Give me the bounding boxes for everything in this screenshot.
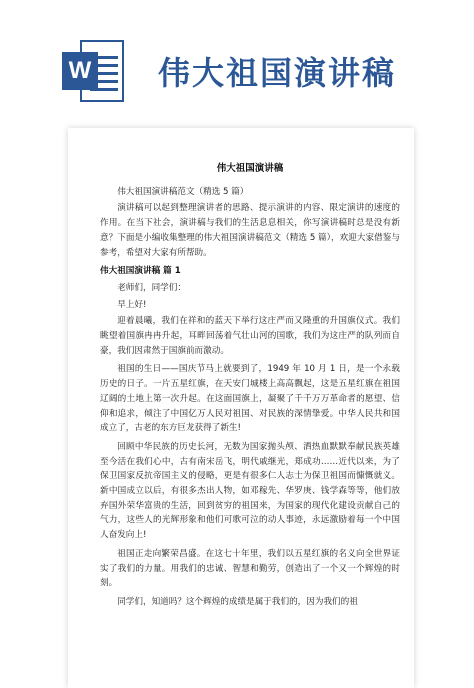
paragraph: 迎着晨曦，我们在祥和的蓝天下举行这庄严而又隆重的升国旗仪式。我们眺望着国旗冉冉升起，耳畔回荡着气壮山河的国歌，我们为这庄严的队列而自豪，我们因肃然于国旗前而激动。 (100, 316, 400, 356)
word-document-icon (62, 40, 124, 102)
morning-greeting: 早上好! (117, 299, 147, 310)
intro-paragraph: 演讲稿可以起到整理演讲者的思路、提示演讲的内容、限定演讲的速度的作用。在当下社会，演讲稿与我们的生活息息相关，你写演讲稿时总是没有新意？下面是小编收集整理的伟大祖国演讲稿范文（精选 5 篇），欢迎大家借鉴与参考，希望对大家有所帮助。 (100, 203, 400, 258)
banner (0, 0, 474, 140)
word-logo-letter: W (62, 52, 98, 90)
document-title: 伟大祖国演讲稿 (216, 163, 284, 174)
document-subtitle: 伟大祖国演讲稿范文（精选 5 篇） (117, 186, 249, 197)
paragraph: 回顾中华民族的历史长河，无数为国家抛头颅、洒热血默默奉献民族英雄至今活在我们心中，古有南宋岳飞，明代戚继光，郑成功……近代以来，为了保卫国家反抗帝国主义的侵略，更是有很多仁人志士为保卫祖国而慷慨就义。新中国成立以后，有很多杰出人物，如邓稼先、华罗庚、钱学森等等，他们放弃国外荣华富贵的生活，回到贫穷的祖国来，为国家的现代化建设贡献自己的气力，这些人的光辉形象和他们可歌可泣的动人事迹，永远激励着每一个中国人奋发向上! (100, 441, 400, 541)
banner-title: 伟大祖国演讲稿 (158, 54, 397, 92)
greeting: 老师们，同学们： (117, 282, 186, 293)
document-page (68, 128, 414, 688)
section-heading: 伟大祖国演讲稿 篇 1 (100, 266, 181, 277)
document-content (100, 162, 400, 614)
paragraph: 祖国正走向繁荣昌盛。在这七十年里，我们以五星红旗的名义向全世界证实了我们的力量。用我们的忠诚、智慧和勤劳，创造出了一个又一个辉煌的时刻。 (100, 548, 400, 589)
paragraph: 祖国的生日——国庆节马上就要到了，1949 年 10 月 1 日，是一个永载历史的日子。一片五星红旗，在天安门城楼上高高飘起，这是五星红旗在祖国辽阔的土地上第一次升起。在这面国旗上，凝聚了千千万万革命者的愿望、信仰和追求，倾注了中国亿万人民对祖国、对民族的深情挚爱。中华人民共和国成立了，古老的东方巨龙获得了新生! (100, 364, 400, 434)
paragraph: 同学们，知道吗？这个辉煌的成绩是属于我们的，因为我们的祖 (117, 596, 358, 607)
